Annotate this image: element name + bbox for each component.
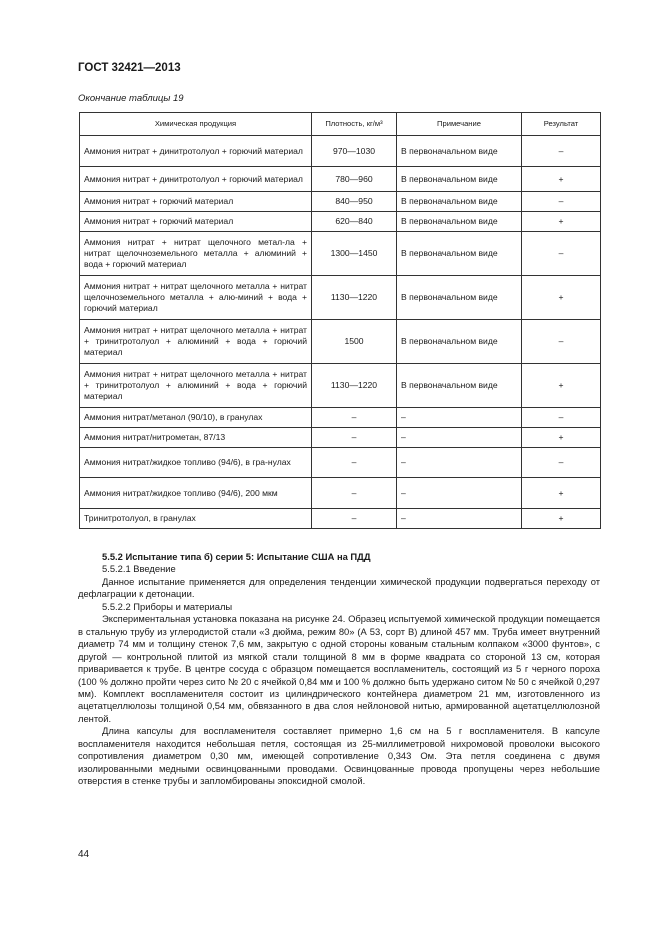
cell-note: В первоначальном виде — [397, 136, 522, 167]
page-number: 44 — [78, 849, 90, 860]
cell-note: В первоначальном виде — [397, 364, 522, 408]
cell-density: – — [312, 509, 397, 529]
paragraph-introduction: Данное испытание применяется для определения тенденции химической продукции подвергаться переходу от дефлаграции к детонации. — [78, 575, 600, 600]
cell-result: + — [522, 478, 601, 509]
section-heading: 5.5.2 Испытание типа б) серии 5: Испытание США на ПДД — [102, 551, 371, 562]
cell-density: 780—960 — [312, 167, 397, 192]
table-row — [80, 276, 601, 320]
table-row — [80, 509, 601, 529]
cell-density: 1300—1450 — [312, 232, 397, 276]
table-row — [80, 212, 601, 232]
cell-note: – — [397, 478, 522, 509]
cell-result: – — [522, 448, 601, 478]
subsection-heading-introduction: 5.5.2.1 Введение — [102, 563, 176, 575]
column-header-density: Плотность, кг/м³ — [312, 113, 397, 136]
cell-product: Аммония нитрат + нитрат щелочного металла + нитрат + тринитротолуол + алюминий + вода + горючий материал — [80, 364, 312, 408]
cell-note: В первоначальном виде — [397, 276, 522, 320]
table-row — [80, 408, 601, 428]
cell-density: – — [312, 478, 397, 509]
column-header-result: Результат — [522, 113, 601, 136]
cell-note: – — [397, 509, 522, 529]
cell-product: Тринитротолуол, в гранулах — [80, 509, 312, 529]
cell-product: Аммония нитрат + динитротолуол + горючий материал — [80, 167, 312, 192]
column-header-product: Химическая продукция — [80, 113, 312, 136]
table-row — [80, 320, 601, 364]
cell-product: Аммония нитрат/жидкое топливо (94/6), 200 мкм — [80, 478, 312, 509]
cell-result: – — [522, 320, 601, 364]
cell-density: – — [312, 428, 397, 448]
cell-result: – — [522, 408, 601, 428]
cell-product: Аммония нитрат/нитрометан, 87/13 — [80, 428, 312, 448]
cell-result: + — [522, 167, 601, 192]
cell-note: В первоначальном виде — [397, 212, 522, 232]
cell-density: 970—1030 — [312, 136, 397, 167]
table-row — [80, 364, 601, 408]
cell-product: Аммония нитрат + нитрат щелочного метал-ла + нитрат щелочноземельного металла + алюминий + вода + горючий материал — [80, 232, 312, 276]
cell-note: В первоначальном виде — [397, 192, 522, 212]
cell-result: + — [522, 364, 601, 408]
cell-density: 840—950 — [312, 192, 397, 212]
cell-result: + — [522, 276, 601, 320]
cell-result: – — [522, 232, 601, 276]
cell-density: – — [312, 448, 397, 478]
table-19 — [79, 112, 601, 529]
cell-product: Аммония нитрат + динитротолуол + горючий материал — [80, 136, 312, 167]
cell-result: + — [522, 212, 601, 232]
table-row — [80, 448, 601, 478]
cell-product: Аммония нитрат + горючий материал — [80, 212, 312, 232]
table-row — [80, 167, 601, 192]
cell-note: – — [397, 428, 522, 448]
cell-note: – — [397, 448, 522, 478]
subsection-heading-apparatus: 5.5.2.2 Приборы и материалы — [102, 600, 233, 612]
cell-note: В первоначальном виде — [397, 320, 522, 364]
table-row — [80, 136, 601, 167]
cell-result: + — [522, 428, 601, 448]
cell-product: Аммония нитрат + горючий материал — [80, 192, 312, 212]
cell-density: 620—840 — [312, 212, 397, 232]
paragraph-apparatus: Экспериментальная установка показана на рисунке 24. Образец испытуемой химической продукции помещается в стальную трубу из углеродистой стали «3 дюйма, режим 80» (А 53, сорт В) длиной 457 мм. Труба имеет внутренний диаметр 74 мм и толщину стенок 7,6 мм, закрытую с одной стороны кованым стальным колпаком «3000 фунтов», с другой — контрольной плитой из мягкой стали толщиной 8 мм в форме квадрата со стороной 13 см, которая приваривается к трубе. В центре сосуда с образцом помещается воспламенитель, состоящий из 5 г черного пороха (100 % должно пройти через сито № 20 с ячейкой 0,84 мм и 100 % должно быть удержано ситом № 50 с ячейкой 0,297 мм). Комплект воспламенителя состоит из цилиндрического контейнера диаметром 21 мм, изготовленного из ацетатцеллюлозы толщиной 0,54 мм, обвязанного в два слоя нейлоновой нитью, армированной ацетатцеллюлозной лентой. — [78, 613, 600, 724]
cell-density: 1500 — [312, 320, 397, 364]
cell-product: Аммония нитрат + нитрат щелочного металла + нитрат щелочноземельного металла + алю-миний + вода + горючий материал — [80, 276, 312, 320]
table-caption: Окончание таблицы 19 — [78, 93, 184, 104]
column-header-note: Примечание — [397, 113, 522, 136]
table-row — [80, 192, 601, 212]
cell-product: Аммония нитрат + нитрат щелочного металла + нитрат + тринитротолуол + алюминий + вода + горючий материал — [80, 320, 312, 364]
cell-density: 1130—1220 — [312, 364, 397, 408]
cell-result: – — [522, 136, 601, 167]
cell-result: + — [522, 509, 601, 529]
cell-result: – — [522, 192, 601, 212]
cell-note: – — [397, 408, 522, 428]
cell-density: 1130—1220 — [312, 276, 397, 320]
section-text — [78, 551, 600, 788]
cell-product: Аммония нитрат/метанол (90/10), в гранулах — [80, 408, 312, 428]
cell-note: В первоначальном виде — [397, 232, 522, 276]
cell-note: В первоначальном виде — [397, 167, 522, 192]
paragraph-capsule: Длина капсулы для воспламенителя составляет примерно 1,6 см на 5 г воспламенителя. В капсуле воспламенителя находится небольшая петля, состоящая из 25-миллиметровой нихромовой проволоки высокого сопротивления диаметром 0,30 мм, имеющей сопротивление 0,343 Ом. Эта петля соединена с двумя изолированными медными освинцованными проводами. Освинцованные провода пропущены через небольшие отверстия в стенке трубы и запломбированы эпоксидной смолой. — [78, 725, 600, 787]
table-row — [80, 428, 601, 448]
table-row — [80, 478, 601, 509]
table-row — [80, 232, 601, 276]
document-header: ГОСТ 32421—2013 — [78, 62, 181, 74]
table-header-row — [80, 113, 601, 136]
cell-density: – — [312, 408, 397, 428]
cell-product: Аммония нитрат/жидкое топливо (94/6), в гра-нулах — [80, 448, 312, 478]
